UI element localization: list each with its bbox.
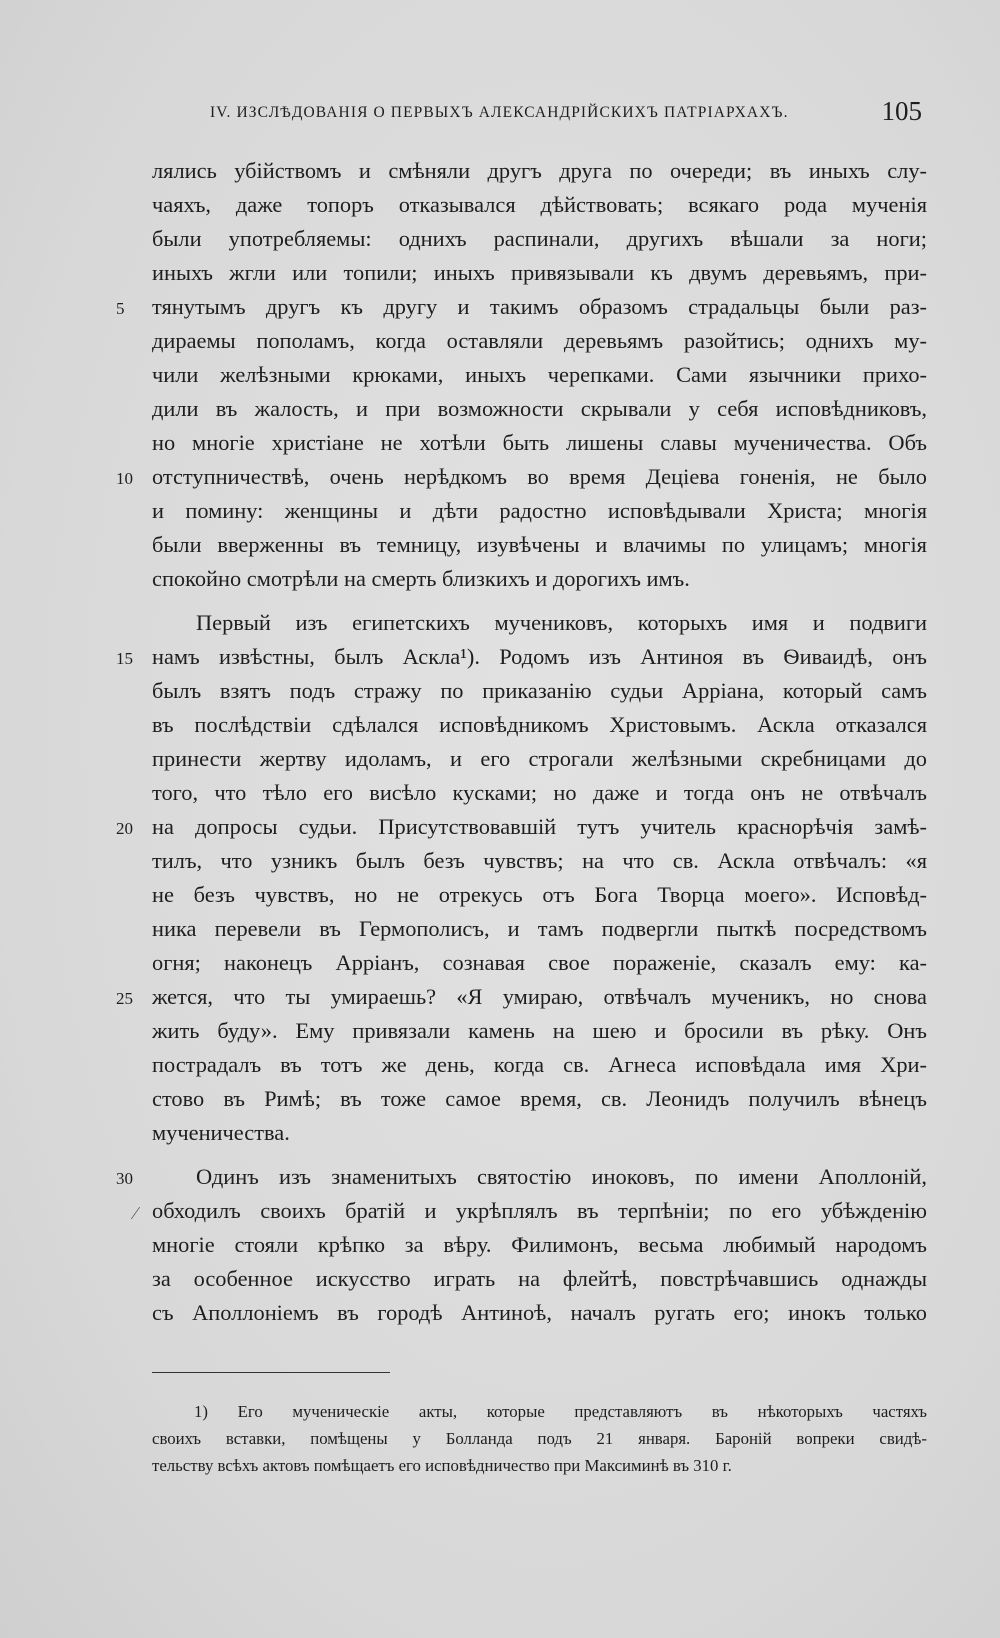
line-number: 15 xyxy=(116,649,133,668)
text-line: жется, что ты умираешь? «Я умираю, отвѣчалъ мученикъ, но снова xyxy=(152,984,927,1009)
running-title: IV. ИЗСЛѢДОВАНІЯ О ПЕРВЫХЪ АЛЕКСАНДРІЙСКИХЪ ПАТРІАРХАХЪ. xyxy=(210,104,789,121)
text-line: лялись убійствомъ и смѣняли другъ друга по очереди; въ иныхъ слу- xyxy=(152,158,927,183)
text-line: за особенное искусство играть на флейтѣ, повстрѣчавшись однажды xyxy=(152,1266,927,1291)
line-number: 25 xyxy=(116,989,133,1008)
text-line: обходилъ своихъ братій и укрѣплялъ въ терпѣніи; по его убѣжденію xyxy=(152,1198,927,1223)
text-line: но многіе христіане не хотѣли быть лишены славы мученичества. Объ xyxy=(152,430,927,455)
text-line: дили въ жалость, и при возможности скрывали у себя исповѣдниковъ, xyxy=(152,396,927,421)
text-line: мученичества. xyxy=(152,1120,290,1145)
text-line: стово въ Римѣ; въ тоже самое время, св. Леонидъ получилъ вѣнецъ xyxy=(152,1086,927,1111)
line-number: 20 xyxy=(116,819,133,838)
text-line: огня; наконецъ Арріанъ, сознавая свое пораженіе, сказалъ ему: ка- xyxy=(152,950,927,975)
text-line: дираемы пополамъ, когда оставляли деревьямъ разойтись; однихъ му- xyxy=(152,328,927,353)
page-header xyxy=(210,96,922,130)
text-line: чаяхъ, даже топоръ отказывался дѣйствовать; всякаго рода мученія xyxy=(152,192,927,217)
footnote-line: своихъ вставки, помѣщены у Болланда подъ 21 января. Бароній вопреки свидѣ- xyxy=(152,1429,927,1448)
line-number: 10 xyxy=(116,469,133,488)
text-line: Одинъ изъ знаменитыхъ святостію иноковъ, по имени Аполлоній, xyxy=(196,1164,927,1189)
text-line: того, что тѣло его висѣло кусками; но даже и тогда онъ не отвѣчалъ xyxy=(152,780,927,805)
text-line: были вверженны въ темницу, изувѣчены и влачимы по улицамъ; многія xyxy=(152,532,927,557)
text-line: намъ извѣстны, былъ Аскла¹). Родомъ изъ Антиноя въ Ѳиваидѣ, онъ xyxy=(152,644,927,669)
text-line: чили желѣзными крюками, иныхъ черепками. Сами язычники прихо- xyxy=(152,362,927,387)
text-line: тянутымъ другъ къ другу и такимъ образомъ страдальцы были раз- xyxy=(152,294,927,319)
line-number: 30 xyxy=(116,1169,133,1188)
text-line: и помину: женщины и дѣти радостно исповѣдывали Христа; многія xyxy=(152,498,927,523)
footnote-divider xyxy=(152,1372,390,1373)
text-line: съ Аполлоніемъ въ городѣ Антиноѣ, началъ ругать его; инокъ только xyxy=(152,1300,927,1325)
text-line: были употребляемы: однихъ распинали, другихъ вѣшали за ноги; xyxy=(152,226,927,251)
text-line: въ послѣдствіи сдѣлался исповѣдникомъ Христовымъ. Аскла отказался xyxy=(152,712,927,737)
text-line: на допросы судьи. Присутствовавшій тутъ учитель краснорѣчія замѣ- xyxy=(152,814,927,839)
text-line: не безъ чувствъ, но не отрекусь отъ Бога Творца моего». Исповѣд- xyxy=(152,882,927,907)
text-line: ника перевели въ Гермополисъ, и тамъ подвергли пыткѣ посредствомъ xyxy=(152,916,927,941)
footnote-line: тельству всѣхъ актовъ помѣщаетъ его исповѣдничество при Максиминѣ въ 310 г. xyxy=(152,1456,732,1475)
text-line: многіе стояли крѣпко за вѣру. Филимонъ, весьма любимый народомъ xyxy=(152,1232,927,1257)
text-line: Первый изъ египетскихъ мучениковъ, которыхъ имя и подвиги xyxy=(196,610,927,635)
text-line: принести жертву идоламъ, и его строгали желѣзными скребницами до xyxy=(152,746,927,771)
text-line: отступничествѣ, очень нерѣдкомъ во время Деціева гоненія, не было xyxy=(152,464,927,489)
text-line: былъ взятъ подъ стражу по приказанію судьи Арріана, который самъ xyxy=(152,678,927,703)
footnote-line: 1) Его мученическіе акты, которые представляютъ въ нѣкоторыхъ частяхъ xyxy=(194,1402,927,1421)
text-line: спокойно смотрѣли на смерть близкихъ и дорогихъ имъ. xyxy=(152,566,690,591)
text-line: жить буду». Ему привязали камень на шею и бросили въ рѣку. Онъ xyxy=(152,1018,927,1043)
page-number: 105 xyxy=(881,96,922,126)
pencil-mark: ⁄ xyxy=(134,1203,138,1223)
line-number: 5 xyxy=(116,299,125,318)
text-line: пострадалъ въ тотъ же день, когда св. Агнеса исповѣдала имя Хри- xyxy=(152,1052,927,1077)
text-line: тилъ, что узникъ былъ безъ чувствъ; на что св. Аскла отвѣчалъ: «я xyxy=(152,848,927,873)
text-line: иныхъ жгли или топили; иныхъ привязывали къ двумъ деревьямъ, при- xyxy=(152,260,927,285)
